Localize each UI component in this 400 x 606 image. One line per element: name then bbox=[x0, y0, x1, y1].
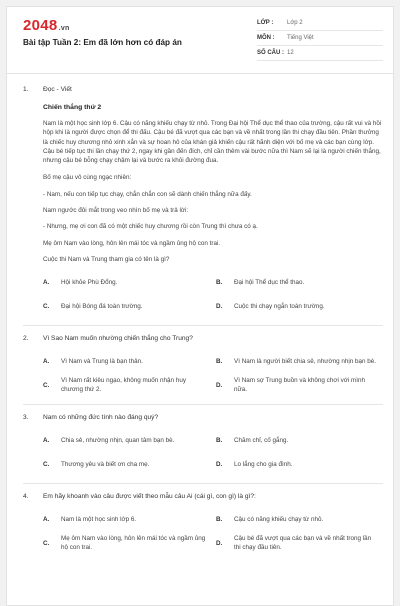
answer-option-a[interactable]: A. Hội khỏe Phù Đổng. bbox=[43, 278, 118, 286]
answer-option-d[interactable]: D. Cuộc thi chạy ngắn toàn trường. bbox=[216, 302, 325, 310]
answer-option-b[interactable]: B. Vì Nam là người biết chia sẻ, nhường nhịn bạn bè. bbox=[216, 357, 377, 365]
question-number: 3. bbox=[23, 414, 29, 422]
answer-options bbox=[43, 428, 383, 476]
answer-option-a[interactable]: A. Vì Nam và Trung là bạn thân. bbox=[43, 357, 143, 365]
answer-option-b[interactable]: B. Đại hội Thể dục thể thao. bbox=[216, 278, 305, 286]
story-paragraph: Nam là một học sinh lớp 6. Cậu có năng khiếu chạy từ nhỏ. Trong Đại hội Thể dục thể thao của trường, cậu rất vui và hồi hộp khi là người được chọn để thi đấu. Cậu bé đã vượt qua các bạn và về nhất trong lần thi chạy đầu tiên. Phần thưởng là chiếc huy chương nhỏ xinh xắn và sự hoan hô của khán giả khiến cậu rất hãnh diện với bố mẹ và các bạn cùng lớp. Cậu bé tiếp tục thi lần chạy thứ 2, ngay khi gần đến đích, chỉ cần thêm vài bước nữa thì Nam sẽ lại là người chiến thắng, nhưng cậu bé bỗng chạy chậm lại và bước ra khỏi đường đua. bbox=[43, 120, 382, 165]
question-number: 2. bbox=[23, 335, 29, 343]
answer-options bbox=[43, 349, 383, 397]
question-1 bbox=[23, 85, 383, 318]
question-divider bbox=[23, 325, 383, 326]
answer-option-d[interactable]: D. Cậu bé đã vượt qua các bạn và về nhất trong lần thi chạy đầu tiên. bbox=[216, 534, 372, 552]
question-prompt: Nam có những đức tính nào đáng quý? bbox=[43, 414, 159, 422]
question-divider bbox=[23, 483, 383, 484]
worksheet-meta bbox=[257, 16, 383, 61]
question-divider bbox=[23, 404, 383, 405]
question-prompt: Em hãy khoanh vào câu được viết theo mẫu câu Ai (cái gì, con gì) là gì?: bbox=[43, 493, 256, 501]
answer-options bbox=[43, 507, 383, 555]
worksheet-page bbox=[6, 6, 394, 606]
answer-option-b[interactable]: B. Chăm chỉ, cố gắng. bbox=[216, 436, 289, 444]
meta-row-subject bbox=[257, 31, 383, 46]
answer-option-d[interactable]: D. Vì Nam sợ Trung buồn và không chơi với mình nữa. bbox=[216, 376, 366, 394]
meta-row-class bbox=[257, 16, 383, 31]
story-paragraph: Nam ngước đôi mắt trong veo nhìn bố mẹ và trả lời: bbox=[43, 207, 189, 215]
header-divider bbox=[7, 73, 394, 74]
question-2 bbox=[23, 334, 383, 397]
question-4 bbox=[23, 492, 383, 555]
meta-value: Tiếng Việt bbox=[287, 35, 314, 41]
story-paragraph: - Nhưng, mẹ ơi con đã có một chiếc huy chương rồi còn Trung thì chưa có ạ. bbox=[43, 223, 258, 231]
story-paragraph: Bố mẹ cậu vô cùng ngạc nhiên: bbox=[43, 174, 132, 182]
answer-option-c[interactable]: C. Mẹ ôm Nam vào lòng, hôn lên mái tóc và ngầm ủng hộ con trai. bbox=[43, 534, 206, 552]
story-paragraph: - Nam, nếu con tiếp tục chạy, chắn chắn con sẽ dành chiến thắng nữa đấy. bbox=[43, 190, 252, 198]
answer-option-c[interactable]: C. Đại hội Bóng đá toàn trường. bbox=[43, 302, 143, 310]
worksheet-header bbox=[7, 7, 393, 71]
question-prompt: Vì Sao Nam muốn nhường chiến thắng cho Trung? bbox=[43, 335, 193, 343]
answer-option-c[interactable]: C. Thương yêu và biết ơn cha mẹ. bbox=[43, 460, 150, 468]
question-3 bbox=[23, 413, 383, 476]
answer-option-d[interactable]: D. Lo lắng cho gia đình. bbox=[216, 460, 293, 468]
meta-row-count bbox=[257, 46, 383, 61]
question-number: 1. bbox=[23, 86, 29, 93]
questions-list bbox=[7, 85, 394, 555]
meta-label: SỐ CÂU : bbox=[257, 50, 284, 56]
site-logo[interactable]: 2048.vn bbox=[23, 17, 70, 34]
question-prompt: Đọc - Viết bbox=[43, 86, 72, 93]
story-paragraph: Mẹ ôm Nam vào lòng, hôn lên mái tóc và ngầm ủng hộ con trai. bbox=[43, 239, 221, 247]
meta-label: LỚP : bbox=[257, 20, 274, 26]
meta-label: MÔN : bbox=[257, 35, 275, 41]
answer-option-c[interactable]: C. Vì Nam rất kiêu ngạo, không muốn nhận huy chương thứ 2. bbox=[43, 376, 186, 394]
story-title: Chiến thắng thứ 2 bbox=[43, 104, 102, 111]
worksheet-title: Bài tập Tuần 2: Em đã lớn hơn có đáp án bbox=[23, 38, 182, 47]
answer-options bbox=[43, 270, 383, 318]
meta-value: 12 bbox=[287, 50, 294, 56]
answer-option-a[interactable]: A. Chia sẻ, nhường nhịn, quan tâm bạn bè. bbox=[43, 436, 175, 444]
question-number: 4. bbox=[23, 493, 29, 501]
answer-option-a[interactable]: A. Nam là một học sinh lớp 6. bbox=[43, 515, 137, 523]
answer-option-b[interactable]: B. Cậu có năng khiếu chạy từ nhỏ. bbox=[216, 515, 324, 523]
question-text: Cuộc thi Nam và Trung tham gia có tên là gì? bbox=[43, 255, 170, 263]
meta-value: Lớp 2 bbox=[287, 20, 303, 26]
